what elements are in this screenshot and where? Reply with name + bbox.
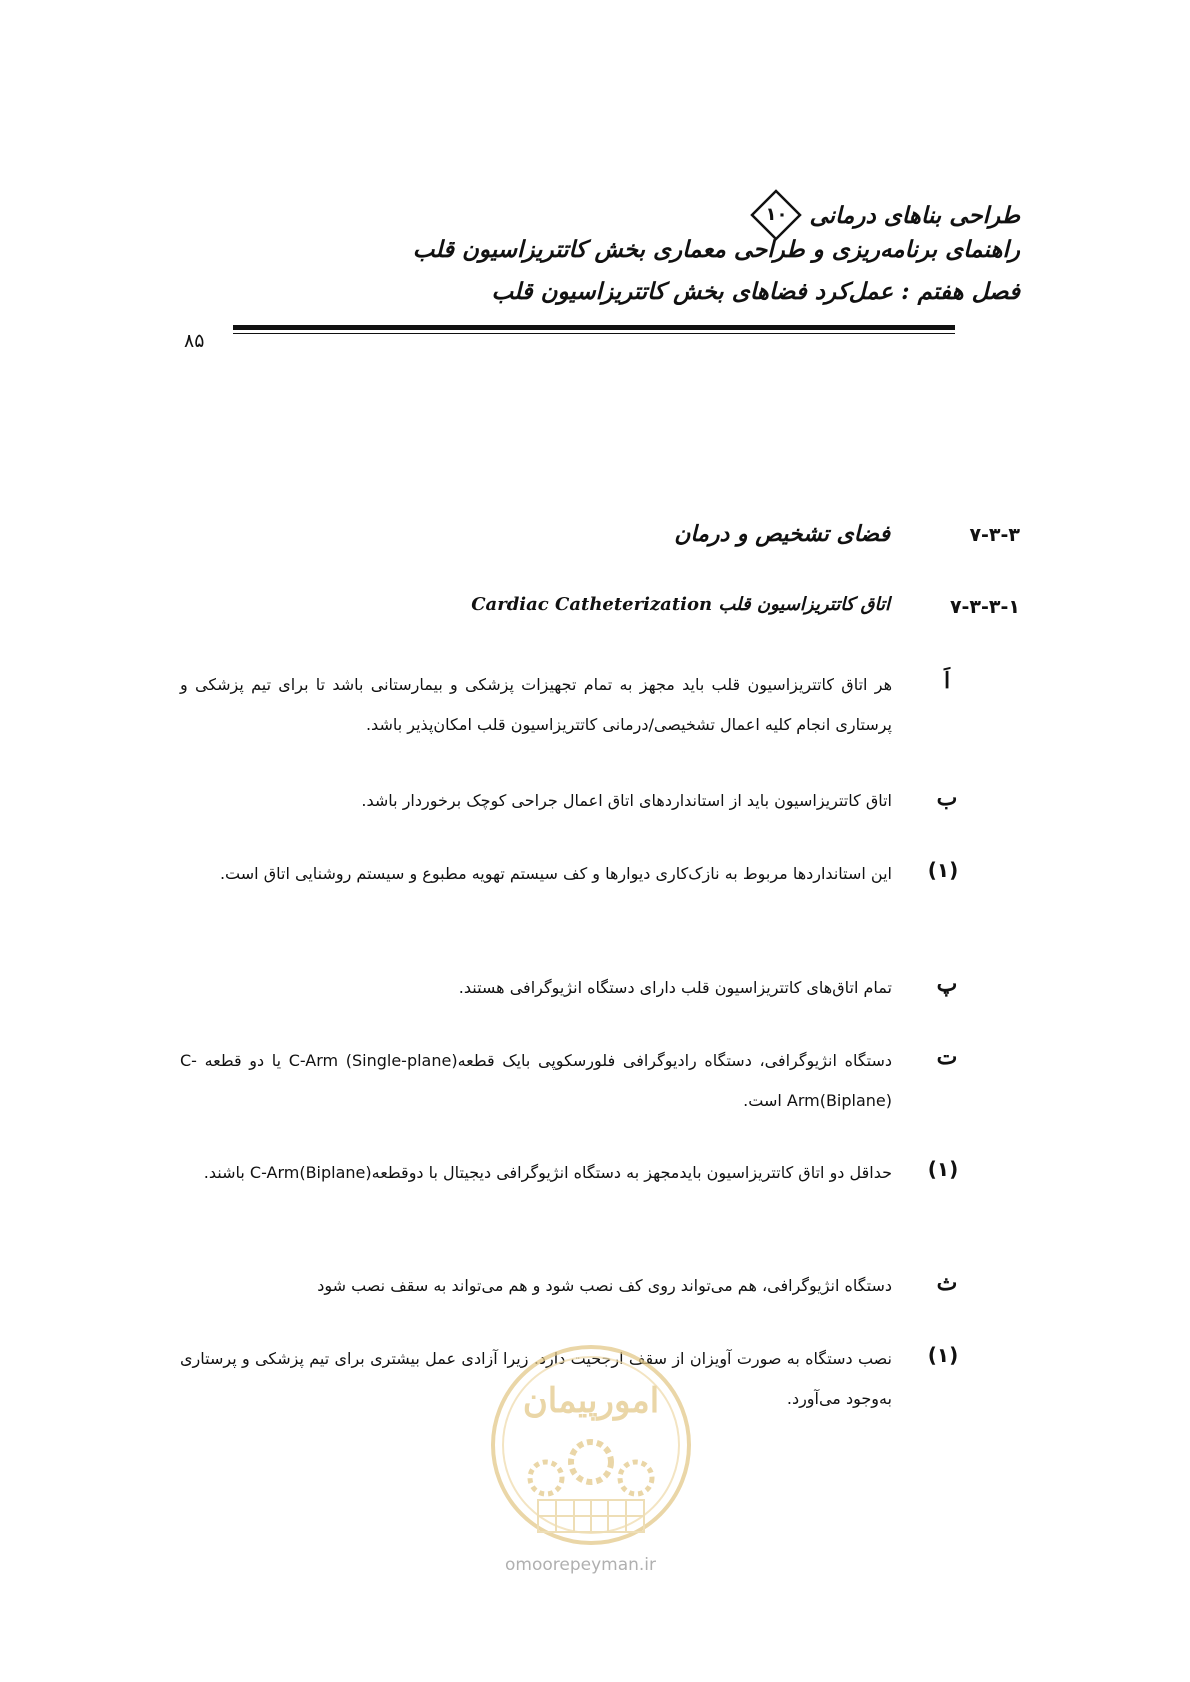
header-title-line3: فصل هفتم : عمل‌کرد فضاهای بخش کاتتریزاسیون قلب: [491, 278, 1020, 305]
item-text: اتاق کاتتریزاسیون باید از استانداردهای اتاق اعمال جراحی کوچک برخوردار باشد.: [361, 791, 892, 810]
section-title: فضای تشخیص و درمان: [674, 521, 890, 547]
item-text: دستگاه انژیوگرافی، دستگاه رادیوگرافی فلورسکوپی بایک قطعه‌C-Arm (Single-plane) یا دو قطعه C-Arm(Biplane) است.: [180, 1051, 893, 1110]
header-title-line2: راهنمای برنامه‌ریزی و طراحی معماری بخش کاتتریزاسیون قلب: [412, 236, 1020, 263]
watermark-logo-text: امورپیمان: [522, 1381, 660, 1421]
item-marker: پ: [936, 971, 958, 997]
item-marker: (۱): [927, 1343, 959, 1367]
item-marker: (۱): [927, 858, 959, 882]
chapter-badge: [749, 188, 803, 242]
item-marker: (۱): [927, 1157, 959, 1181]
subsection-number: ۷-۳-۳-۱: [949, 596, 1020, 618]
item-text: تمام اتاق‌های کاتتریزاسیون قلب دارای دستگاه انژیوگرافی هستند.: [458, 978, 892, 997]
item-text: هر اتاق کاتتریزاسیون قلب باید مجهز به تمام تجهیزات پزشکی و بیمارستانی باشد تا برای تیم پزشکی و پرستاری انجام کلیه اعمال تشخیصی/درمانی کاتتریزاسیون قلب امکان‌پذیر باشد.: [180, 675, 892, 734]
watermark-site: omoorepeyman.ir: [505, 1555, 657, 1575]
header-rule-thick: [233, 325, 955, 330]
header-title-line1: [749, 188, 1020, 242]
item-text: این استانداردها مربوط به نازک‌کاری دیوارها و کف سیستم تهویه مطبوع و سیستم روشنایی اتاق است.: [219, 864, 892, 883]
watermark-logo-icon: [488, 1340, 694, 1550]
item-text: دستگاه انژیوگرافی، هم می‌تواند روی کف نصب شود و هم می‌تواند به سقف نصب شود: [317, 1276, 892, 1295]
item-marker: اَ: [943, 668, 951, 694]
subsection-title: اتاق کاتتریزاسیون قلب Cardiac Catheterization: [471, 594, 890, 615]
item-marker: ت: [936, 1044, 958, 1070]
header-title-text: طراحی بناهای درمانی: [809, 201, 1020, 229]
item-marker: ث: [936, 1270, 958, 1296]
item-marker: ب: [936, 785, 958, 811]
section-number: ۷-۳-۳: [969, 524, 1020, 546]
item-text: حداقل دو اتاق کاتتریزاسیون بایدمجهز به دستگاه انژیوگرافی دیجیتال با دوقطعهC-Arm(Biplane) باشند.: [203, 1163, 892, 1182]
chapter-badge-number: ۱۰: [765, 204, 788, 225]
header-rule-thin: [233, 333, 955, 334]
item-text: نصب دستگاه به صورت آویزان از سقف ارجحیت دارد. زیرا آزادی عمل بیشتری برای تیم پزشکی و پرستاری به‌وجود می‌آورد.: [180, 1349, 892, 1408]
page-number: ۸۵: [184, 330, 205, 352]
